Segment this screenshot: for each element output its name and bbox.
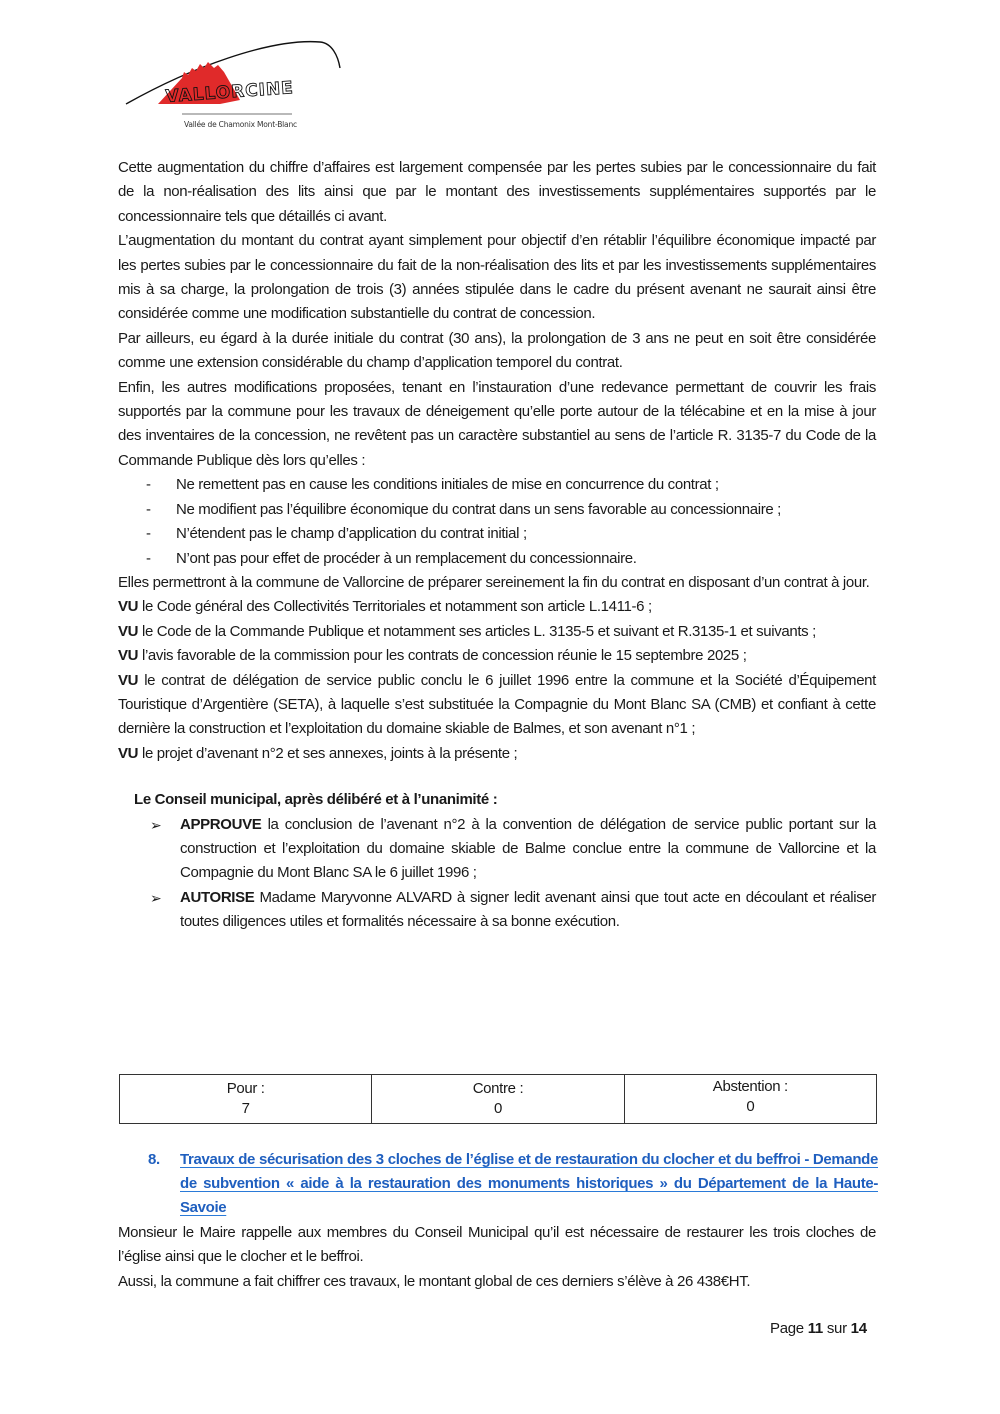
dash-bullet-icon: - (146, 525, 151, 543)
vu-label: VU (118, 647, 139, 665)
total-pages: 14 (850, 1320, 867, 1337)
paragraph: L’augmentation du montant du contrat ayant simplement pour objectif d’en rétablir l’équilibre économique impacté par les pertes subies par le concessionnaire du fait de la non-réalisation des lits et par les investissements supplémentaires mis à sa charge, la prolongation de trois (3) années stipulée dans le cadre du présent avenant ne saurait ainsi être considérée comme une modification substantielle du contrat de concession. (118, 232, 876, 323)
paragraph: Enfin, les autres modifications proposées, tenant en l’instauration d’une redevance permettant de couvrir les frais supportés par la commune pour les travaux de déneigement qu’elle porte autour de la télécabine et en la mise à jour des inventaires de la concession, ne revêtent pas un caractère substantiel au sens de l’article R. 3135-7 du Code de la Commande Publique dès lors qu’elles : (118, 378, 876, 469)
arrow-bullet-icon: ➢ (150, 889, 162, 906)
arrow-bullet-icon: ➢ (150, 816, 162, 833)
consideration-item: VU le contrat de délégation de service public conclu le 6 juillet 1996 entre la commune et la Société d’Équipement Touristique d’Argentière (SETA), à laquelle s’est substituée la Compagnie du Mont Blanc SA (CMB) et confiant à cette dernière la construction et l’exploitation du domaine skiable de Balmes, et son avenant n°1 ; (118, 671, 876, 738)
list-item: - N’ont pas pour effet de procéder à un remplacement du concessionnaire. (118, 547, 876, 571)
conditions-list (118, 473, 876, 571)
vote-cell-abstention (624, 1075, 876, 1123)
vote-value: 0 (746, 1098, 755, 1115)
closing-paragraph: Elles permettront à la commune de Vallorcine de préparer sereinement la fin du contrat en disposant d’un contrat à jour. (118, 573, 870, 591)
paragraph: Aussi, la commune a fait chiffrer ces travaux, le montant global de ces derniers s’élève à 26 438€HT. (118, 1272, 751, 1290)
vu-label: VU (118, 744, 139, 762)
logo-tagline: Vallée de Chamonix Mont-Blanc (184, 120, 297, 129)
vu-label: VU (118, 622, 139, 640)
vote-label: Abstention : (712, 1078, 788, 1095)
section-number: 8. (148, 1151, 160, 1168)
paragraph: Par ailleurs, eu égard à la durée initiale du contrat (30 ans), la prolongation de 3 ans ne peut en soit être considérée comme une extension considérable du champ d’application temporel du contrat. (118, 329, 876, 372)
vallorcine-logo (120, 38, 360, 138)
consideration-item: VU le Code général des Collectivités Territoriales et notamment son article L.1411-6 ; (118, 598, 652, 616)
list-item: - Ne remettent pas en cause les conditions initiales de mise en concurrence du contrat ; (118, 473, 876, 497)
vu-label: VU (118, 598, 139, 616)
paragraph: Cette augmentation du chiffre d’affaires est largement compensée par les pertes subies par le concessionnaire du fait de la non-réalisation des lits ainsi que par le montant des investissements supplémentaires supportés par le concessionnaire tels que détaillés ci avant. (118, 159, 876, 225)
decision-item: ➢ AUTORISE Madame Maryvonne ALVARD à signer ledit avenant ainsi que tout acte en découlant et réaliser toutes diligences utiles et formalités nécessaire à sa bonne exécution. (118, 886, 876, 935)
section-8-body (118, 1221, 876, 1294)
list-item: - Ne modifient pas l’équilibre économique du contrat dans un sens favorable au concessionnaire ; (118, 498, 876, 522)
vu-label: VU (118, 671, 139, 689)
vote-value: 0 (493, 1100, 502, 1117)
vote-value: 7 (241, 1100, 250, 1117)
paragraph: Monsieur le Maire rappelle aux membres du Conseil Municipal qu’il est nécessaire de restaurer les trois cloches de l’église ainsi que le clocher et le beffroi. (118, 1224, 876, 1266)
decision-verb: APPROUVE (180, 815, 262, 833)
section-8-heading (148, 1148, 878, 1220)
consideration-item: VU le projet d’avenant n°2 et ses annexes, joints à la présente ; (118, 744, 518, 762)
decision-item: ➢ APPROUVE la conclusion de l’avenant n°2 à la convention de délégation de service public portant sur la construction et l’exploitation du domaine skiable de Balme conclue entre la commune de Vallorcine et la Compagnie du Mont Blanc SA le 6 juillet 1996 ; (118, 813, 876, 886)
council-heading: Le Conseil municipal, après délibéré et à l’unanimité : (134, 791, 498, 809)
dash-bullet-icon: - (146, 476, 151, 494)
current-page: 11 (807, 1320, 823, 1337)
decisions-list (118, 813, 876, 935)
dash-bullet-icon: - (146, 500, 151, 518)
page-number: Page 11 sur 14 (770, 1320, 867, 1337)
svg-text:VALLORCINE: VALLORCINE (164, 78, 295, 107)
dash-bullet-icon: - (146, 549, 151, 567)
section-title: Travaux de sécurisation des 3 cloches de l’église et de restauration du clocher et du beffroi - Demande de subvention « aide à la restauration des monuments historiques » du Département de la Haute-Savoie (180, 1151, 878, 1216)
decision-verb: AUTORISE (180, 888, 255, 906)
consideration-item: VU le Code de la Commande Publique et notamment ses articles L. 3135-5 et suivant et R.3135-1 et suivants ; (118, 622, 816, 640)
list-item: - N’étendent pas le champ d’application du contrat initial ; (118, 522, 876, 546)
consideration-item: VU l’avis favorable de la commission pour les contrats de concession réunie le 15 septembre 2025 ; (118, 647, 747, 665)
vote-cell-pour (120, 1075, 371, 1123)
vote-label: Pour : (226, 1080, 265, 1097)
vote-table (119, 1074, 877, 1124)
document-body (118, 156, 876, 935)
vote-label: Contre : (472, 1080, 524, 1097)
vote-cell-contre (371, 1075, 623, 1123)
